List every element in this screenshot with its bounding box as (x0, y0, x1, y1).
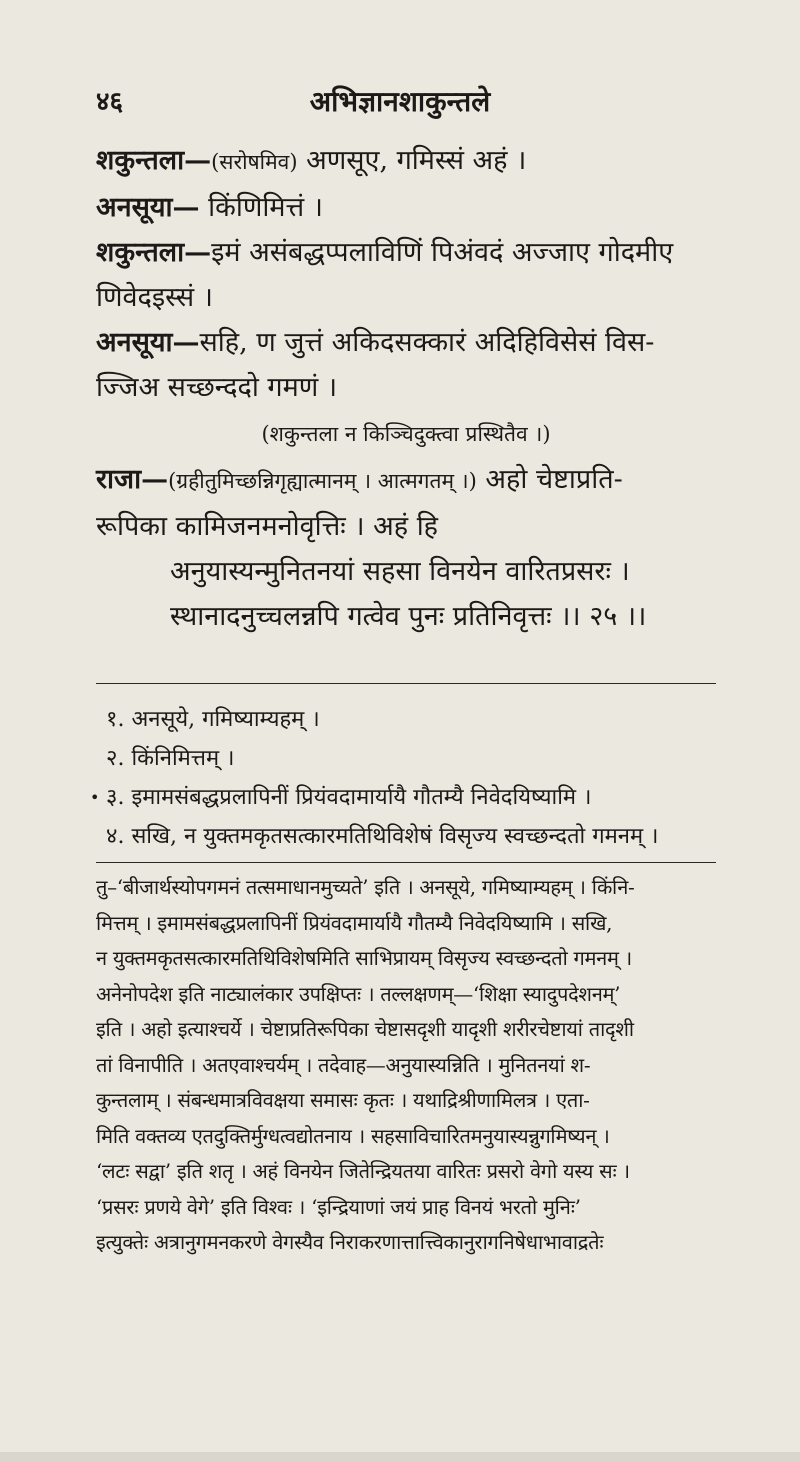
bullet-mark: • (90, 788, 100, 807)
speech: रूपिका कामिजनमनोवृत्तिः । अहं हि (96, 511, 439, 542)
note-item (96, 817, 716, 856)
dialogue-line (96, 320, 716, 365)
commentary-line: ‘लटः सद्वा’ इति शतृ । अहं विनयेन जितेन्द्रियतया वारितः प्रसरो वेगो यस्य सः । (96, 1159, 630, 1183)
dialogue-block (96, 138, 716, 639)
speaker: शकुन्तला— (96, 237, 212, 268)
verse-text: अनुयास्यन्मुनितनयां सहसा विनयेन वारितप्रसरः । (170, 556, 630, 587)
commentary-line: तु–‘बीजार्थस्योपगमनं तत्समाधानमुच्यते’ इति । अनसूये, गमिष्याम्यहम् । किंनि- (96, 875, 635, 899)
commentary-line: तां विनापीति । अतएवाश्चर्यम् । तदेवाह—अनुयास्यन्निति । मुनितनयां श- (96, 1052, 591, 1077)
stage-direction: (शकुन्तला न किञ्चिदुक्त्वा प्रस्थितैव ।) (261, 422, 551, 446)
speech: सहि, ण जुत्तं अकिदसक्कारं अदिहिविसेसं विस- (199, 327, 655, 358)
commentary-line: मित्तम् । इमामसंबद्धप्रलापिनीं प्रियंवदामार्यायै गौतम्यै निवेदयिष्यामि । सखि, (96, 910, 613, 935)
verse-line (96, 594, 716, 639)
verse-line (96, 549, 716, 594)
sanskrit-chaya-notes (90, 700, 716, 856)
note-text: किंनिमित्तम् । (131, 746, 235, 771)
divider-rule (96, 683, 716, 684)
commentary-line: इति । अहो इत्याश्चर्ये । चेष्टाप्रतिरूपिका चेष्टासदृशी यादृशी शरीरचेष्टायां तादृशी (96, 1017, 634, 1041)
stage-direction: (सरोषमिव) (211, 150, 298, 174)
commentary-block (96, 870, 724, 1261)
dialogue-line (96, 230, 716, 275)
note-item (96, 700, 716, 739)
page-header (96, 82, 704, 122)
note-item (90, 778, 716, 817)
dialogue-line (96, 410, 716, 457)
divider-rule (96, 862, 716, 863)
speaker: राजा— (96, 464, 169, 495)
note-number: २. (106, 746, 125, 771)
note-item (96, 739, 716, 778)
commentary-line: मिति वक्तव्य एतदुक्तिर्मुग्धत्वद्योतनाय । सहसाविचारितमनुयास्यन्नुगमिष्यन् । (96, 1123, 610, 1148)
commentary-line: ‘प्रसरः प्रणये वेगे’ इति विश्वः । ‘इन्द्रियाणां जयं प्राह विनयं भरतो मुनिः’ (96, 1194, 581, 1219)
running-title: अभिज्ञानशाकुन्तले (309, 85, 491, 118)
commentary-line: न युक्तमकृतसत्कारमतिथिविशेषमिति साभिप्रायम् विसृज्य स्वच्छन्दतो गमनम् । (96, 946, 632, 970)
dialogue-line (96, 504, 716, 549)
dialogue-line (96, 275, 716, 320)
commentary-line: अनेनोपदेश इति नाट्यालंकार उपक्षिप्तः । तल्लक्षणम्—‘शिक्षा स्यादुपदेशनम्’ (96, 981, 621, 1006)
speech: इमं असंबद्धप्पलाविणिं पिअंवदं अज्जाए गोदमीए (211, 237, 674, 268)
commentary-line: इत्युक्तेः अत्रानुगमनकरणे वेगस्यैव निराकरणात्तात्त्विकानुरागनिषेधाभावाद्रतेः (96, 1230, 604, 1254)
speaker: अनसूया— (96, 327, 200, 358)
verse-text: स्थानादनुच्चलन्नपि गत्वेव पुनः प्रतिनिवृत्तः ।। २५ ।। (170, 601, 647, 632)
note-number: १. (106, 707, 125, 732)
note-text: अनसूये, गमिष्याम्यहम् । (131, 707, 320, 732)
dialogue-line (96, 138, 716, 185)
note-text: सखि, न युक्तमकृतसत्कारमतिथिविशेषं विसृज्य स्वच्छन्दतो गमनम् । (131, 824, 659, 849)
dialogue-line (96, 185, 716, 230)
note-number: ४. (106, 824, 125, 849)
speech: किंणिमित्तं । (199, 192, 323, 223)
speech: अहो चेष्टाप्रति- (476, 464, 623, 495)
page-number: ४६ (96, 87, 124, 117)
note-text: इमामसंबद्धप्रलापिनीं प्रियंवदामार्यायै गौतम्यै निवेदयिष्यामि । (131, 785, 592, 810)
commentary-line: कुन्तलाम् । संबन्धमात्रविवक्षया समासः कृतः । यथाद्रिश्रीणामिलत्र । एता- (96, 1088, 590, 1112)
dialogue-line (96, 457, 716, 504)
stage-direction: (ग्रहीतुमिच्छन्निगृह्यात्मानम् । आत्मगतम् ।) (168, 469, 477, 493)
speech: णिवेदइस्सं । (96, 282, 213, 313)
note-number: ३. (106, 785, 125, 810)
speaker: अनसूया— (96, 192, 200, 223)
speech: अणसूए, गमिस्सं अहं । (297, 145, 527, 176)
speaker: शकुन्तला— (96, 145, 212, 176)
speech: ज्जिअ सच्छन्ददो गमणं । (96, 372, 338, 403)
dialogue-line (96, 365, 716, 410)
page-edge (0, 1452, 800, 1461)
